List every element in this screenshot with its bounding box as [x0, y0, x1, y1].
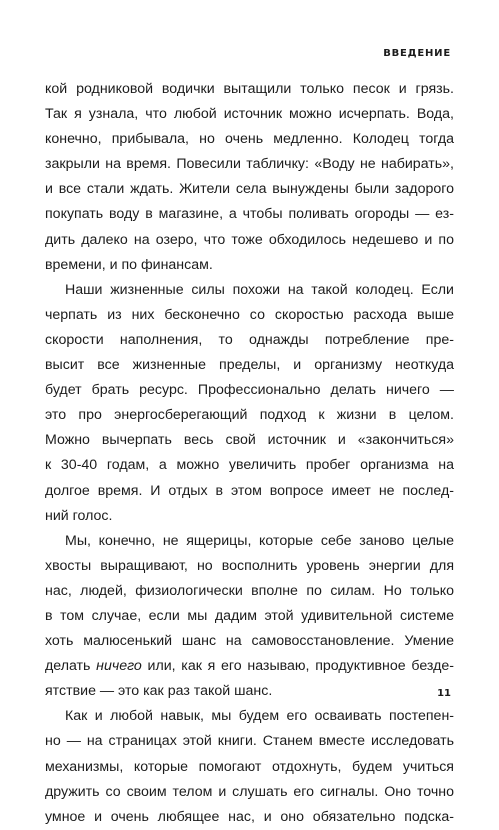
text-line: Мы, конечно, не ящерицы, которые себе заново целые [65, 532, 454, 549]
text-line: дить далеко на озеро, что тоже обходилось недешево и по [45, 231, 454, 248]
text-line: Так я узнала, что любой источник можно исчерпать. Вода, [45, 106, 454, 123]
text-line: ний голос. [45, 507, 113, 524]
text-line: кой родниковой водички вытащили только песок и грязь. [45, 81, 454, 97]
text-line-with-emphasis [45, 654, 454, 679]
text-line: это про энергосберегающий подход к жизни в целом. [45, 407, 454, 424]
running-header: ВВЕДЕНИЕ [383, 48, 451, 59]
text-line: покупать воду в магазине, а чтобы поливать огороды — ез- [45, 206, 454, 223]
paragraph [45, 704, 454, 829]
text-line: хвосты выращивают, но восполнить уровень энергии для [45, 557, 454, 574]
text-line: нас, людей, физиологически вполне по силам. Но только [45, 582, 454, 599]
paragraph [45, 77, 454, 278]
text-line: ятствие — это как раз такой шанс. [45, 683, 273, 700]
paragraph [45, 529, 454, 705]
text-line: будет брать ресурс. Профессионально делать ничего — [45, 382, 454, 399]
text-line: Как и любой навык, мы будем его осваивать постепен- [65, 708, 454, 725]
text-line: времени, и по финансам. [45, 256, 213, 273]
text-line: хоть малюсенький шанс на самовосстановление. Умение [45, 633, 454, 650]
page-number: 11 [437, 688, 451, 699]
emphasis-text: ничего [96, 658, 142, 675]
text-line: конечно, прибывала, но очень медленно. Колодец тогда [45, 131, 454, 148]
text-fragment: делать [45, 658, 97, 675]
text-line: умное и очень любящее нас, и оно обязательно подска- [45, 808, 454, 825]
text-line: Можно вычерпать весь свой источник и «закончиться» [45, 432, 454, 449]
text-line: Наши жизненные силы похожи на такой колодец. Если [65, 281, 454, 298]
text-line: в том случае, если мы дадим этой удивительной системе [45, 607, 454, 624]
text-line: дружить со своим телом и слушать его сигналы. Оно точно [45, 783, 454, 800]
text-fragment: или, как я его называю, продуктивное безде- [141, 658, 454, 675]
paragraph [45, 278, 454, 529]
text-line: скорости наполнения, то однажды потребление пре- [45, 331, 454, 348]
text-line: к 30-40 годам, а можно увеличить пробег организма на [45, 457, 454, 474]
text-line: черпать из них бесконечно со скоростью расхода выше [45, 306, 454, 323]
text-line: долгое время. И отдых в этом вопросе имеет не послед- [45, 482, 454, 499]
text-line: и все стали ждать. Жители села вынуждены были задорого [45, 181, 454, 198]
text-line: но — на страницах этой книги. Станем вместе исследовать [45, 733, 454, 750]
text-line: высит все жизненные пределы, и организму неоткуда [45, 357, 454, 374]
text-line: механизмы, которые помогают отдохнуть, будем учиться [45, 758, 454, 775]
body-text [45, 77, 454, 830]
text-line: закрыли на время. Повесили табличку: «Воду не набирать», [45, 156, 454, 173]
